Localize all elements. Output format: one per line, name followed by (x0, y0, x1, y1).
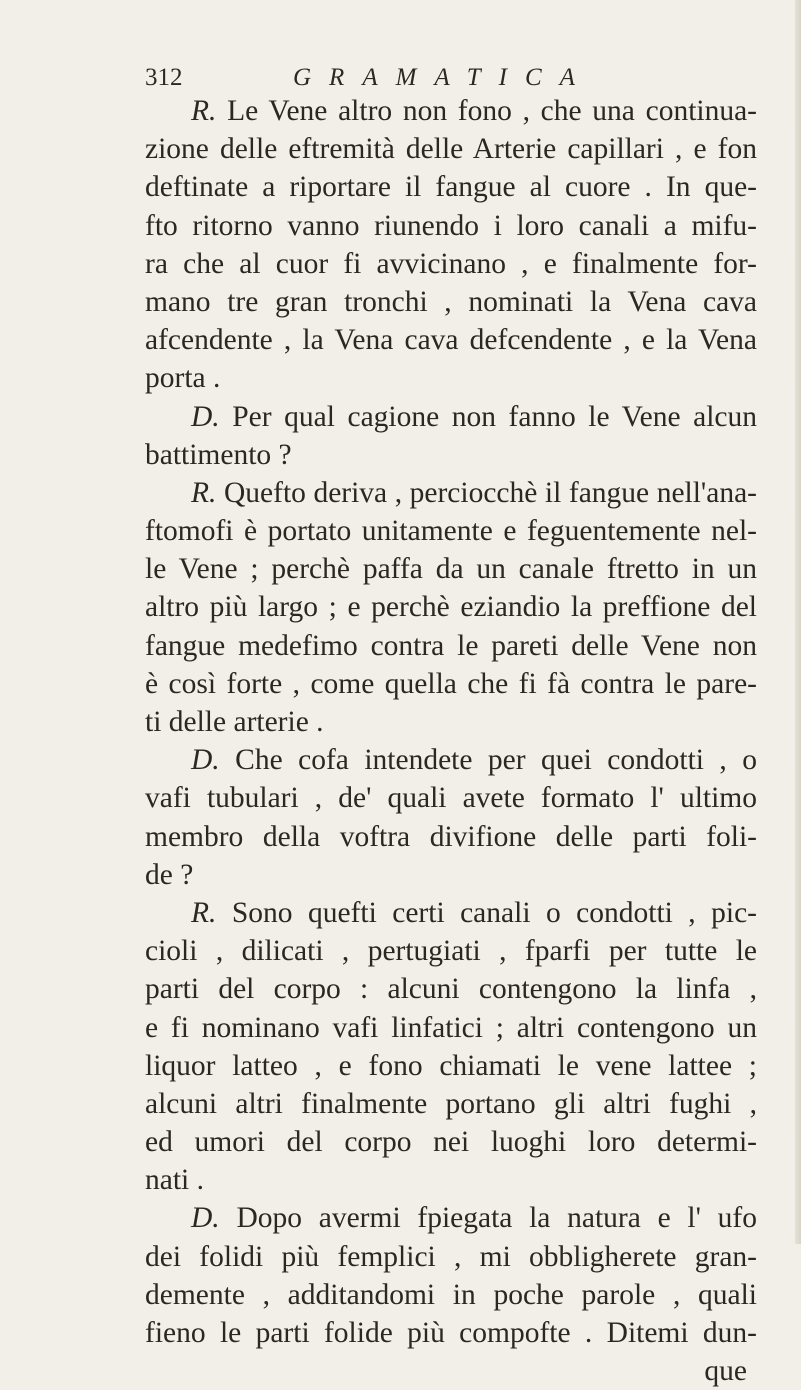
text-line (145, 588, 757, 626)
text-line (145, 398, 757, 436)
line-text: Le Vene altro non fono , che una continua- (227, 95, 758, 127)
line-text: Sono quefti certi canali o condotti , pic- (231, 896, 757, 929)
page-number: 312 (145, 64, 183, 91)
line-text: Per qual cagione non fanno le Vene alcun (232, 400, 758, 433)
text-line (145, 779, 757, 817)
text-line (145, 1314, 757, 1352)
text-line (145, 512, 757, 550)
speaker-label: D. (191, 400, 220, 433)
page-edge (795, 0, 801, 1244)
text-line (145, 703, 757, 741)
line-text: fieno le parti folide più compofte . Ditemi dun- (145, 1317, 757, 1349)
line-text: parti del corpo : alcuni contengono la linfa , (145, 973, 757, 1006)
line-text: deftinate a riportare il fangue al cuore . In que- (145, 171, 757, 204)
line-text: de ? (145, 858, 194, 891)
line-text: nati . (145, 1164, 204, 1197)
line-text: zione delle eftremità delle Arterie capillari , e fon (145, 133, 757, 166)
line-text: porta . (145, 362, 221, 395)
text-line (145, 1238, 757, 1276)
text-line (145, 474, 757, 512)
line-text: fto ritorno vanno riunendo i loro canali a mifu- (145, 209, 757, 242)
text-line (145, 741, 757, 779)
text-line (145, 932, 757, 970)
speaker-label: D. (191, 744, 220, 777)
line-text: ed umori del corpo nei luoghi loro determi- (145, 1126, 757, 1159)
line-text: membro della voftra divifione delle parti foli- (145, 820, 757, 853)
text-line (145, 818, 757, 856)
line-text: Quefto deriva , perciocchè il fangue nell'ana- (223, 476, 758, 509)
text-line (145, 1199, 757, 1237)
text-line (145, 283, 757, 321)
text-line (145, 359, 757, 397)
text-line (145, 1276, 757, 1314)
text-line (145, 627, 757, 665)
line-text: battimento ? (145, 438, 292, 471)
text-line (145, 1161, 757, 1199)
text-line (145, 894, 757, 932)
line-text: e fi nominano vafi linfatici ; altri contengono un (145, 1011, 757, 1044)
line-text: que (704, 1355, 747, 1388)
line-text: Che cofa intendete per quei condotti , o (235, 744, 758, 777)
line-text: alcuni altri finalmente portano gli altri fughi , (145, 1087, 757, 1120)
line-text: le Vene ; perchè paffa da un canale ftretto in un (145, 553, 757, 586)
text-line (145, 665, 757, 703)
line-text: fangue medefimo contra le pareti delle Vene non (145, 629, 757, 662)
text-line (145, 1085, 757, 1123)
text-line (145, 970, 757, 1008)
text-line (145, 856, 757, 894)
line-text: demente , additandomi in poche parole , quali (145, 1278, 757, 1311)
catchword (145, 1352, 757, 1390)
text-line (145, 245, 757, 283)
speaker-label: D. (191, 1202, 220, 1235)
line-text: liquor latteo , e fono chiamati le vene lattee ; (145, 1049, 757, 1082)
line-text: dei folidi più femplici , mi obbligherete gran- (145, 1240, 757, 1273)
speaker-label: R. (191, 476, 217, 509)
line-text: ti delle arterie . (145, 706, 324, 738)
line-text: è così forte , come quella che fi fà contra le pare- (145, 667, 757, 700)
text-line (145, 1123, 757, 1161)
text-line (145, 130, 757, 168)
line-text: altro più largo ; e perchè eziandio la preffione del (145, 591, 757, 624)
line-text: ra che al cuor fi avvicinano , e finalmente for- (145, 247, 757, 280)
speaker-label: R. (191, 95, 217, 127)
line-text: afcendente , la Vena cava defcendente , e la Vena (145, 324, 757, 357)
text-line (145, 168, 757, 206)
line-text: Dopo avermi fpiegata la natura e l' ufo (236, 1202, 757, 1235)
text-line (145, 1047, 757, 1085)
line-text: ftomofi è portato unitamente e feguentemente nel- (145, 515, 757, 548)
text-line (145, 321, 757, 359)
text-line (145, 436, 757, 474)
line-text: cioli , dilicati , pertugiati , fparfi per tutte le (145, 935, 757, 968)
running-title: GRAMATICA (293, 64, 593, 91)
text-line (145, 550, 757, 588)
line-text: vafi tubulari , de' quali avete formato l' ultimo (145, 782, 757, 815)
text-line (145, 207, 757, 245)
text-line (145, 92, 757, 130)
speaker-label: R. (191, 896, 217, 929)
text-line (145, 1009, 757, 1047)
line-text: mano tre gran tronchi , nominati la Vena cava (145, 285, 757, 318)
body-text (145, 92, 757, 1390)
